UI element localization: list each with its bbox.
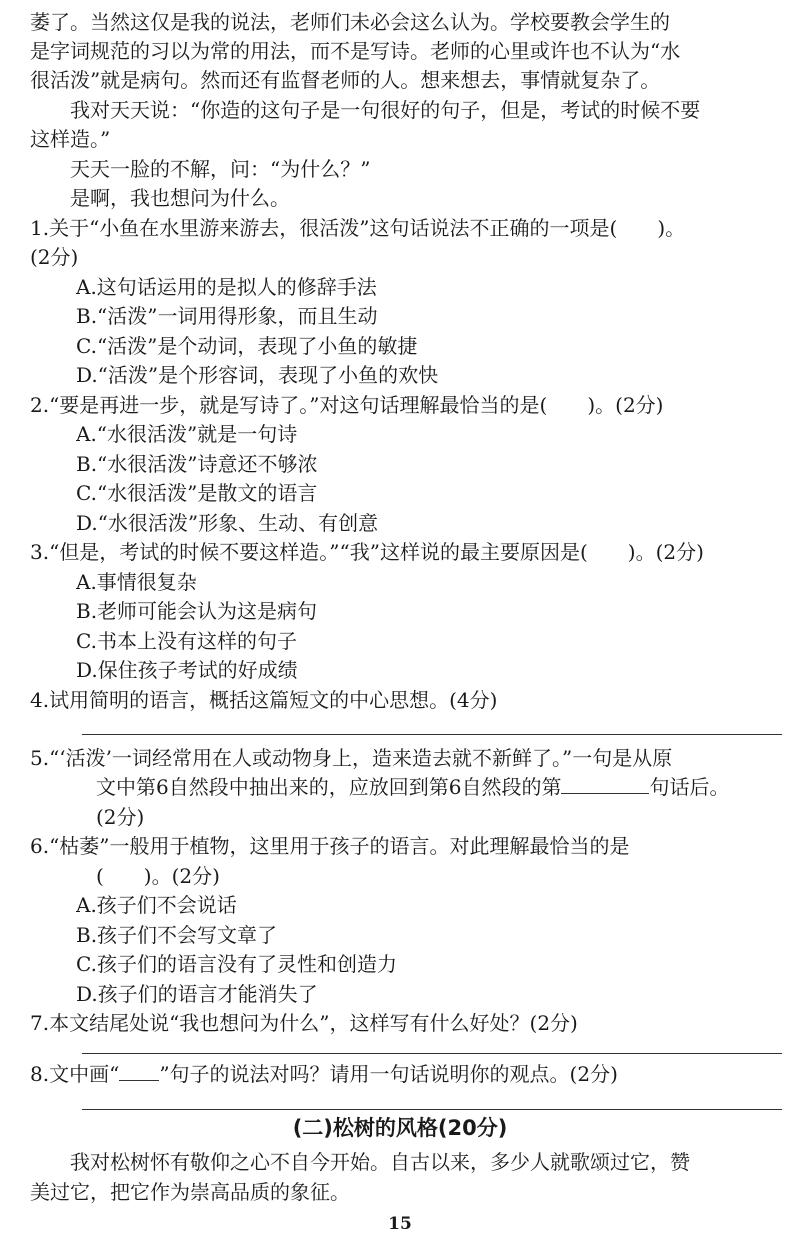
question-3-option-a: A.事情很复杂 <box>76 570 197 594</box>
page-number: 15 <box>388 1214 412 1234</box>
question-5-stem-line-2 <box>96 773 782 802</box>
question-3-option-c: C.书本上没有这样的句子 <box>76 629 297 653</box>
question-4-stem: 4.试用简明的语言，概括这篇短文的中心思想。(4分) <box>30 688 498 712</box>
question-2-option-b: B.“水很活泼”诗意还不够浓 <box>76 452 318 476</box>
question-6-option-b: B.孩子们不会写文章了 <box>76 923 278 947</box>
question-4-answer-line[interactable] <box>82 734 782 735</box>
question-6-option-d: D.孩子们的语言才能消失了 <box>76 982 318 1006</box>
question-5-score: (2分) <box>96 805 145 829</box>
passage-line-5: 这样造。” <box>30 127 111 151</box>
question-1-score: (2分) <box>30 245 79 269</box>
question-7-answer-line[interactable] <box>82 1053 782 1054</box>
passage-line-7: 是啊，我也想问为什么。 <box>70 186 290 210</box>
question-5-stem-line-1: 5.“‘活泼’一词经常用在人或动物身上，造来造去就不新鲜了。”一句是从原 <box>30 746 673 770</box>
question-6-stem-line-1: 6.“枯萎”一般用于植物，这里用于孩子的语言。对此理解最恰当的是 <box>30 834 630 858</box>
question-1-option-a: A.这句话运用的是拟人的修辞手法 <box>76 275 377 299</box>
question-5-text-a: 文中第6自然段中抽出来的，应放回到第6自然段的第 <box>96 775 562 799</box>
question-1-option-d: D.“活泼”是个形容词，表现了小鱼的欢快 <box>76 363 439 387</box>
question-7-stem: 7.本文结尾处说“我也想问为什么”，这样写有什么好处？(2分) <box>30 1011 578 1035</box>
passage-line-3: 很活泼”就是病句。然而还有监督老师的人。想来想去，事情就复杂了。 <box>30 68 661 92</box>
question-2-option-a: A.“水很活泼”就是一句诗 <box>76 422 298 446</box>
question-6-stem-line-2: ( )。(2分) <box>96 864 220 888</box>
question-5-text-b: 句话后。 <box>649 775 730 799</box>
section-2-line-1: 我对松树怀有敬仰之心不自今开始。自古以来，多少人就歌颂过它，赞 <box>70 1150 690 1174</box>
question-8-text-b: ”句子的说法对吗？请用一句话说明你的观点。(2分) <box>159 1062 618 1086</box>
question-2-option-d: D.“水很活泼”形象、生动、有创意 <box>76 511 379 535</box>
question-5-answer-blank[interactable] <box>561 775 649 794</box>
question-1-option-c: C.“活泼”是个动词，表现了小鱼的敏捷 <box>76 334 418 358</box>
question-1-stem: 1.关于“小鱼在水里游来游去，很活泼”这句话说法不正确的一项是( )。 <box>30 216 686 240</box>
question-8-underline-sample <box>119 1062 159 1081</box>
question-3-stem: 3.“但是，考试的时候不要这样造。”“我”这样说的最主要原因是( )。(2分) <box>30 540 704 564</box>
question-8-stem <box>30 1060 782 1089</box>
question-2-option-c: C.“水很活泼”是散文的语言 <box>76 481 318 505</box>
passage-line-2: 是字词规范的习以为常的用法，而不是写诗。老师的心里或许也不认为“水 <box>30 39 681 63</box>
passage-line-4: 我对天天说：“你造的这句子是一句很好的句子，但是，考试的时候不要 <box>70 98 701 122</box>
question-6-option-a: A.孩子们不会说话 <box>76 893 237 917</box>
question-1-option-b: B.“活泼”一词用得形象，而且生动 <box>76 304 378 328</box>
section-2-line-2: 美过它，把它作为崇高品质的象征。 <box>30 1180 350 1204</box>
passage-line-6: 天天一脸的不解，问：“为什么？” <box>70 157 371 181</box>
question-6-option-c: C.孩子们的语言没有了灵性和创造力 <box>76 952 397 976</box>
question-8-text-a: 8.文中画“ <box>30 1062 120 1086</box>
question-3-option-b: B.老师可能会认为这是病句 <box>76 599 318 623</box>
question-2-stem: 2.“要是再进一步，就是写诗了。”对这句话理解最恰当的是( )。(2分) <box>30 393 664 417</box>
passage-line-1: 萎了。当然这仅是我的说法，老师们未必会这么认为。学校要教会学生的 <box>30 10 670 34</box>
question-8-answer-line[interactable] <box>82 1109 782 1110</box>
question-3-option-d: D.保住孩子考试的好成绩 <box>76 658 298 682</box>
section-2-title: (二)松树的风格(20分) <box>292 1116 508 1140</box>
